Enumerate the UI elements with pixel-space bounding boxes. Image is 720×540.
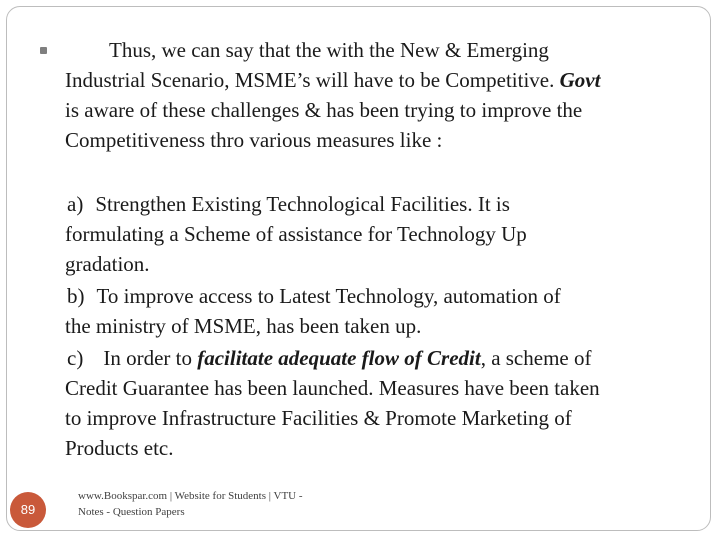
intro-paragraph — [65, 35, 705, 155]
credit-emphasis: facilitate adequate flow of Credit — [197, 346, 481, 370]
measure-first-line — [65, 281, 705, 311]
measure-text: Strengthen Existing Technological Facilities. It is — [95, 192, 510, 216]
intro-text: Industrial Scenario, MSME’s will have to be Competitive. — [65, 68, 555, 92]
intro-line: is aware of these challenges & has been trying to improve the — [65, 98, 583, 122]
measure-line: the ministry of MSME, has been taken up. — [65, 314, 422, 338]
footer-line: Notes - Question Papers — [78, 506, 185, 518]
bullet-icon — [40, 47, 47, 54]
measure-line: Credit Guarantee has been launched. Measures have been taken — [65, 376, 600, 400]
measures-list — [65, 189, 705, 465]
footer-line: www.Bookspar.com | Website for Students | VTU - — [78, 490, 303, 502]
measure-line: formulating a Scheme of assistance for Technology Up — [65, 222, 527, 246]
page-number-badge: 89 — [10, 492, 46, 528]
measure-line: Products etc. — [65, 436, 174, 460]
measure-text: In order to — [103, 346, 192, 370]
govt-emphasis: Govt — [559, 68, 601, 92]
measure-first-line — [65, 343, 705, 373]
measure-line: to improve Infrastructure Facilities & Promote Marketing of — [65, 406, 572, 430]
measure-first-line — [65, 189, 705, 219]
measure-text: To improve access to Latest Technology, automation of — [96, 284, 561, 308]
measure-text: , a scheme of — [480, 346, 592, 370]
measure-item-a — [65, 189, 705, 279]
intro-line: Thus, we can say that the with the New & Emerging — [109, 38, 549, 62]
measure-item-b — [65, 281, 705, 341]
intro-line — [65, 65, 705, 95]
list-marker: c) — [67, 346, 84, 370]
list-marker: a) — [67, 192, 84, 216]
footer-text — [78, 488, 378, 520]
list-marker: b) — [67, 284, 85, 308]
measure-item-c — [65, 343, 705, 463]
intro-line: Competitiveness thro various measures like : — [65, 128, 443, 152]
measure-line: gradation. — [65, 252, 150, 276]
